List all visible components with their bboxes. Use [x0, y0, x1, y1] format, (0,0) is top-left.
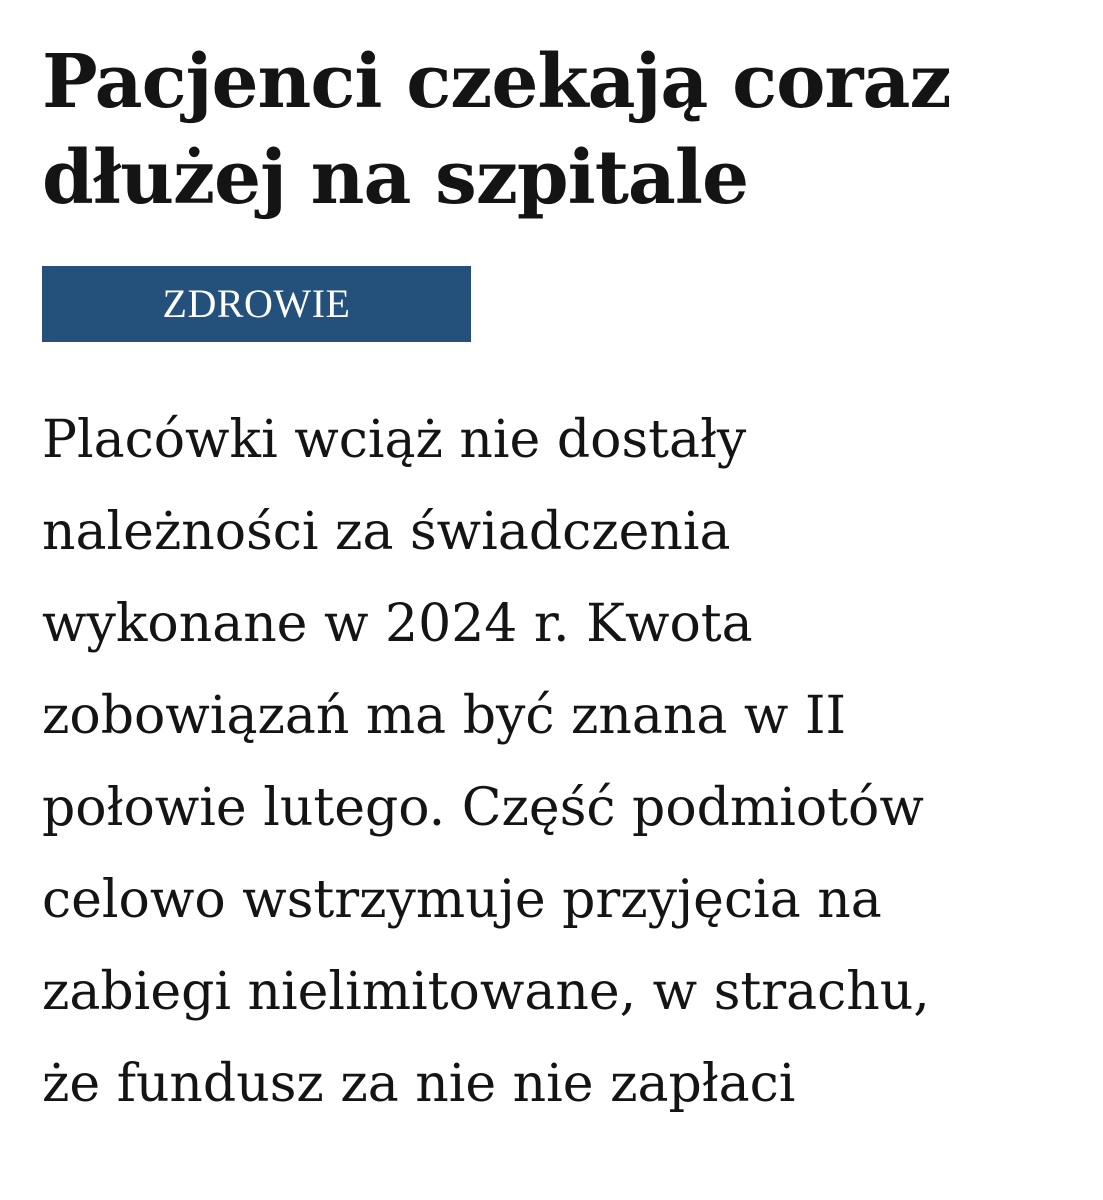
lead-line: zobowiązań ma być znana w II	[42, 686, 847, 746]
lead-line: wykonane w 2024 r. Kwota	[42, 594, 753, 654]
headline-line: Pacjenci czekają coraz	[42, 39, 951, 125]
category-badge[interactable]: ZDROWIE	[42, 266, 471, 342]
article-headline	[42, 0, 1072, 226]
lead-line: zabiegi nielimitowane, w strachu,	[42, 962, 930, 1022]
lead-line: że fundusz za nie nie zapłaci	[42, 1054, 796, 1114]
article-lead	[42, 394, 1052, 1130]
headline-line: dłużej na szpitale	[42, 135, 749, 221]
lead-line: należności za świadczenia	[42, 502, 731, 562]
article	[42, 0, 1072, 1130]
lead-line: połowie lutego. Część podmiotów	[42, 778, 924, 838]
lead-line: celowo wstrzymuje przyjęcia na	[42, 870, 882, 930]
lead-line: Placówki wciąż nie dostały	[42, 410, 747, 470]
